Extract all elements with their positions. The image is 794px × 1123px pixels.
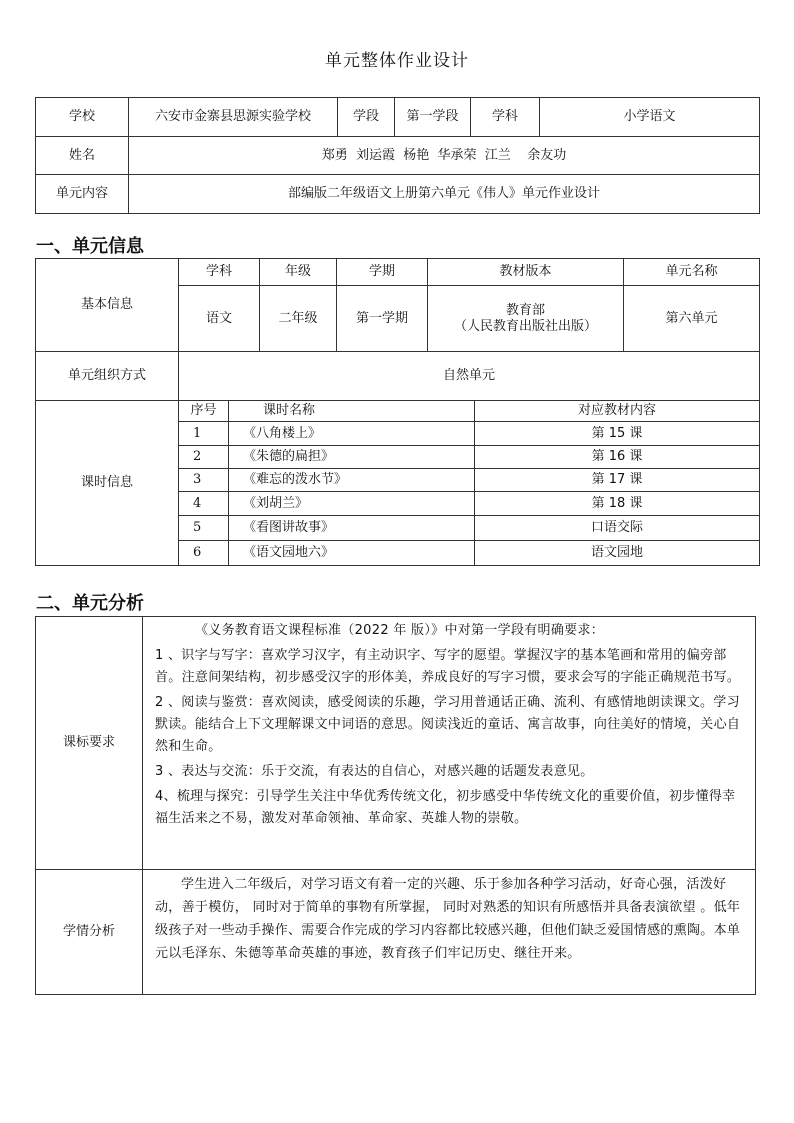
unit-content-label: 单元内容	[36, 175, 129, 214]
subject-label: 学科	[471, 98, 540, 137]
lesson-row-content: 第 17 课	[475, 469, 760, 492]
lesson-row-no: 3	[179, 469, 229, 492]
val-grade: 二年级	[260, 286, 337, 352]
val-edition-line1: 教育部	[505, 302, 545, 318]
val-edition-line2: （人民教育出版社出版）	[453, 318, 597, 334]
lesson-row-no: 2	[179, 446, 229, 469]
standards-content	[143, 617, 756, 870]
lesson-info-label: 课时信息	[36, 401, 179, 566]
unit-analysis-table	[35, 616, 756, 995]
stage-value: 第一学段	[395, 98, 471, 137]
header-table	[35, 97, 760, 214]
name-label: 姓名	[36, 137, 129, 175]
standards-intro: 《义务教育语文课程标准（2022 年 版）》中对第一学段有明确要求：	[195, 623, 605, 638]
val-term: 第一学期	[337, 286, 428, 352]
lesson-row-content: 第 16 课	[475, 446, 760, 469]
lesson-row-name: 《看图讲故事》	[229, 516, 475, 541]
unit-info-table	[35, 258, 760, 566]
name-value: 郑勇 刘运霞 杨艳 华承荣 江兰 余友功	[129, 137, 760, 175]
lesson-row-name: 《朱德的扁担》	[229, 446, 475, 469]
section2-heading: 二、单元分析	[36, 593, 144, 614]
standards-item: 4、梳理与探究：引导学生关注中华优秀传统文化，初步感受中华传统文化的重要价值，初步懂得幸福生活来之不易，激发对革命领袖、革命家、英雄人物的崇敬。	[155, 789, 736, 826]
lesson-header-content: 对应教材内容	[475, 401, 760, 422]
lesson-row-name: 《刘胡兰》	[229, 492, 475, 516]
lesson-header-no: 序号	[179, 401, 229, 422]
standards-item: 3 、表达与交流：乐于交流，有表达的自信心，对感兴趣的话题发表意见。	[155, 764, 594, 779]
unit-content-value: 部编版二年级语文上册第六单元《伟人》单元作业设计	[129, 175, 760, 214]
lesson-row-name: 《语文园地六》	[229, 541, 475, 566]
lesson-row-no: 4	[179, 492, 229, 516]
standards-item: 1 、识字与写字：喜欢学习汉字，有主动识字、写字的愿望。掌握汉字的基本笔画和常用的偏旁部首。注意间架结构，初步感受汉字的形体美，养成良好的写字习惯，要求会写的字能正确规范书写。	[155, 648, 741, 685]
subject-value: 小学语文	[540, 98, 760, 137]
col-edition: 教材版本	[428, 259, 624, 286]
col-unit-name: 单元名称	[624, 259, 760, 286]
org-label: 单元组织方式	[36, 352, 179, 401]
val-subject: 语文	[179, 286, 260, 352]
document-title: 单元整体作业设计	[325, 51, 469, 71]
learning-analysis-label: 学情分析	[36, 870, 143, 995]
lesson-row-no: 1	[179, 422, 229, 446]
lesson-row-no: 5	[179, 516, 229, 541]
lesson-row-name: 《难忘的泼水节》	[229, 469, 475, 492]
col-term: 学期	[337, 259, 428, 286]
learning-analysis-content	[143, 870, 756, 995]
standards-item: 2 、阅读与鉴赏：喜欢阅读，感受阅读的乐趣，学习用普通话正确、流利、有感情地朗读课文。学习默读。能结合上下文理解课文中词语的意思。阅读浅近的童话、寓言故事，向往美好的情境，关心自然和生命。	[155, 695, 741, 754]
learning-analysis-text: 学生进入二年级后，对学习语文有着一定的兴趣、乐于参加各种学习活动，好奇心强，活泼好动，善于模仿， 同时对于简单的事物有所掌握， 同时对熟悉的知识有所感悟并具备表演欲望 。低年级孩子对一些动手操作、需要合作完成的学习内容都比较感兴趣，但他们缺乏爱国情感的熏陶。本单元以毛泽东、朱德等革命英雄的事迹，教育孩子们牢记历史、继往开来。	[155, 877, 741, 961]
col-subject: 学科	[179, 259, 260, 286]
lesson-table	[178, 400, 760, 566]
standards-label: 课标要求	[36, 617, 143, 870]
section1-heading: 一、单元信息	[36, 236, 144, 257]
school-label: 学校	[36, 98, 129, 137]
lesson-row-no: 6	[179, 541, 229, 566]
school-value: 六安市金寨县思源实验学校	[129, 98, 338, 137]
lesson-row-name: 《八角楼上》	[229, 422, 475, 446]
val-edition	[428, 286, 624, 352]
basic-info-label: 基本信息	[36, 259, 179, 352]
lesson-row-content: 第 18 课	[475, 492, 760, 516]
stage-label: 学段	[338, 98, 395, 137]
lesson-row-content: 口语交际	[475, 516, 760, 541]
col-grade: 年级	[260, 259, 337, 286]
lesson-row-content: 第 15 课	[475, 422, 760, 446]
val-unit-name: 第六单元	[624, 286, 760, 352]
lesson-header-name: 课时名称	[229, 401, 475, 422]
lesson-row-content: 语文园地	[475, 541, 760, 566]
lesson-cell	[179, 401, 760, 566]
org-value: 自然单元	[179, 352, 760, 401]
